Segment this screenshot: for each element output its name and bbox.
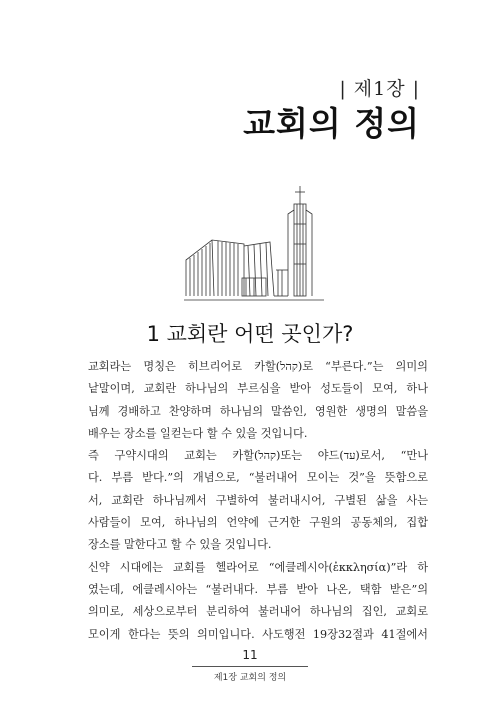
text-line: 배우는 장소를 일컫는다 할 수 있을 것입니다. (88, 426, 308, 440)
text-line: 서, 교회란 하나님께서 구별하여 불러내시어, 구별된 삶을 사는 (88, 493, 428, 507)
text-line: 님께 경배하고 찬양하며 하나님의 말씀인, 영원한 생명의 말씀을 (88, 404, 428, 418)
text-line: 신약 시대에는 교회를 헬라어로 “에클레시아(ἐκκλησία)”라 하 (88, 560, 428, 574)
text-line: 였는데, 에클레시아는 “불러내다. 부름 받아 나온, 택함 받은”의 (88, 582, 428, 596)
text-line: 사람들이 모여, 하나님의 언약에 근거한 구원의 공동체의, 집합 (88, 516, 428, 530)
text-line: 다. 부름 받다.”의 개념으로, “불러내어 모이는 것”을 뜻함으로 (88, 471, 428, 485)
body-text (88, 356, 428, 646)
chapter-label: | 제1장 | (339, 78, 420, 100)
paragraph (88, 445, 428, 556)
text-line: 장소를 말한다고 할 수 있을 것입니다. (88, 538, 272, 552)
paragraph (88, 356, 428, 445)
footer-divider (192, 666, 308, 667)
section-heading: 1 교회란 어떤 곳인가? (146, 322, 354, 346)
paragraph (88, 557, 428, 646)
text-line: 즉 구약시대의 교회는 카할(קהל)또는 야드(עד)로서, “만나 (88, 449, 428, 463)
page-number: 11 (242, 648, 258, 662)
text-line: 모이게 한다는 뜻의 의미입니다. 사도행전 19장32절과 41절에서 (88, 627, 428, 641)
text-line: 교회라는 명칭은 히브리어로 카할(קהל)로 “부른다.”는 의미의 (88, 360, 428, 373)
text-line: 의미로, 세상으로부터 분리하여 불러내어 하나님의 집인, 교회로 (88, 605, 428, 619)
church-illustration (184, 184, 324, 304)
running-footer: 제1장 교회의 정의 (213, 673, 287, 683)
text-line: 낱말이며, 교회란 하나님의 부르심을 받아 성도들이 모여, 하나 (88, 382, 428, 396)
chapter-title: 교회의 정의 (243, 104, 420, 143)
